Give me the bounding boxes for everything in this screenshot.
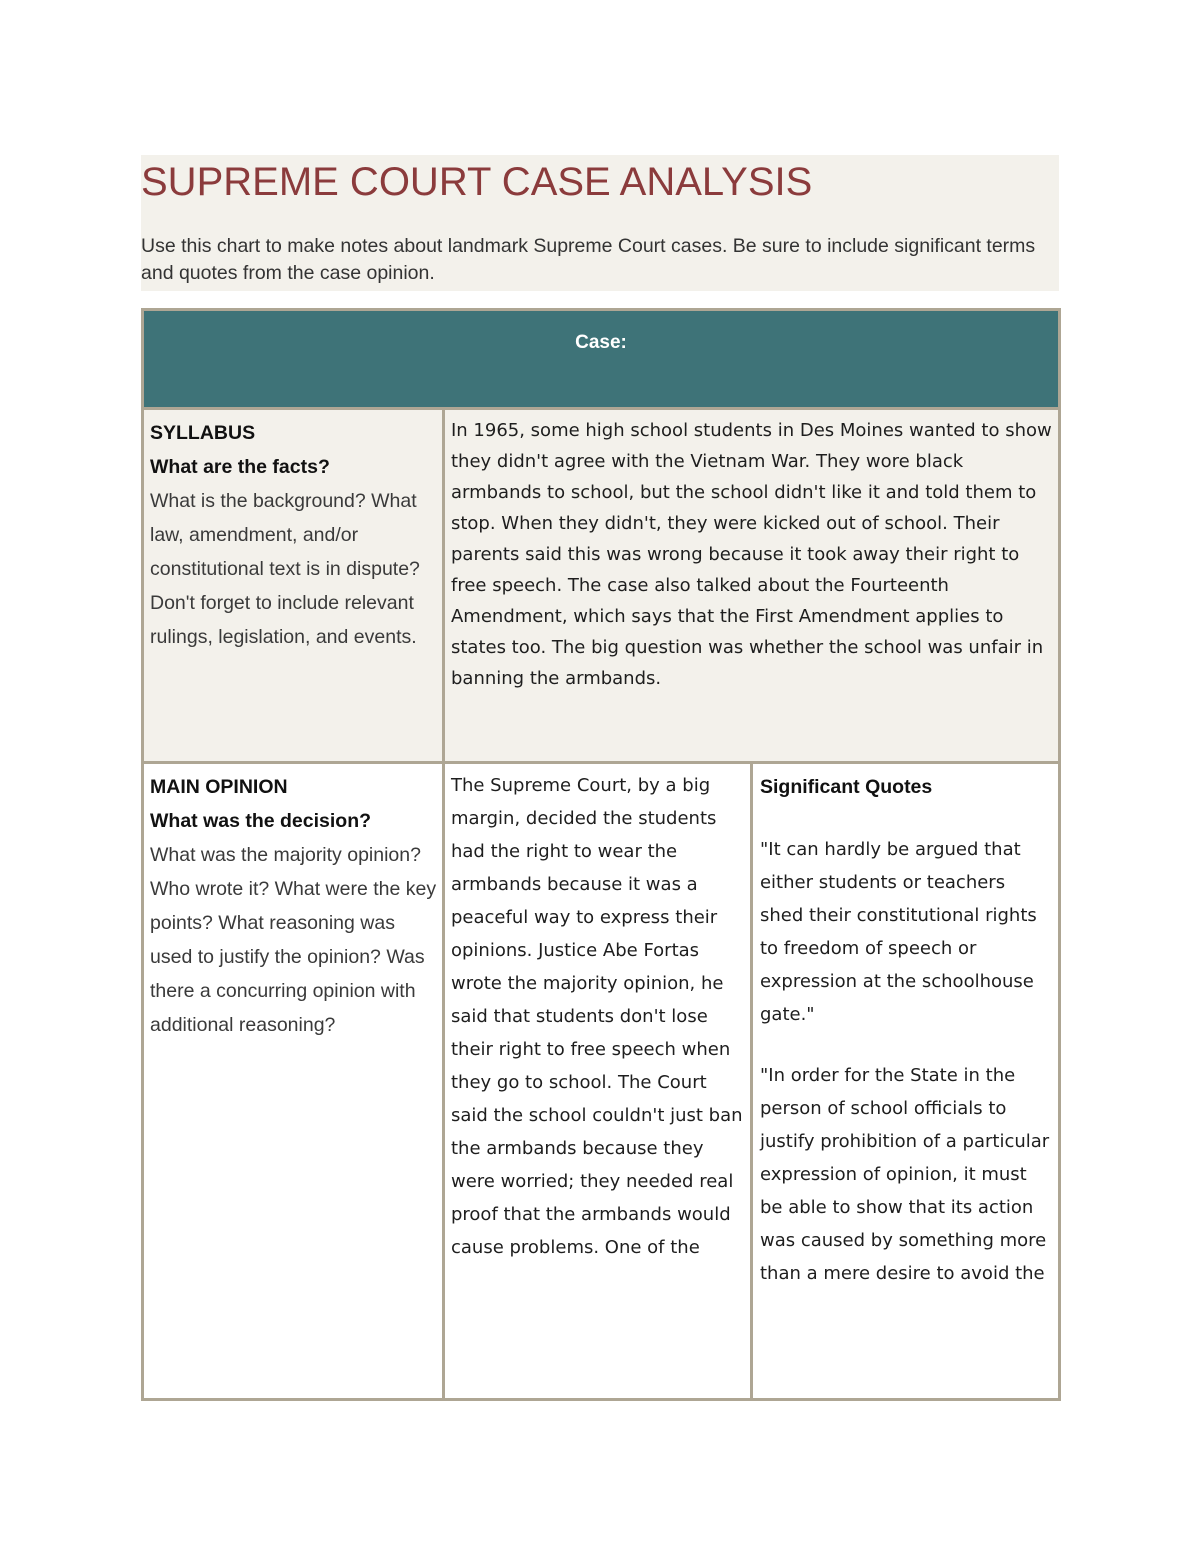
- syllabus-sub-questions: What is the background? What law, amendment, and/or constitutional text is in dispute? Don't forget to include relevant rulings, legislation, and events.: [150, 490, 420, 648]
- syllabus-main-question: What are the facts?: [150, 456, 330, 478]
- decision-answer-text: The Supreme Court, by a big margin, decided the students had the right to wear the armbands because it was a peaceful way to express their opinions. Justice Abe Fortas wrote the majority opinion, he said that students don't lose their right to free speech when they go to school. The Court said the school couldn't just ban the armbands because they were worried; they needed real proof that the armbands would cause problems. One of the: [450, 775, 743, 1258]
- syllabus-prompt-cell: [143, 409, 444, 763]
- opinion-prompt-cell: [143, 763, 444, 1400]
- syllabus-row: [143, 409, 1060, 763]
- quote-2: "In order for the State in the person of school officials to justify prohibition of a particular expression of opinion, it must be able to show that its action was caused by something more than a mere desire to avoid the: [759, 1065, 1050, 1284]
- intro-text: Use this chart to make notes about landmark Supreme Court cases. Be sure to include significant terms and quotes from the case opinion.: [141, 235, 1036, 284]
- header-box: [141, 155, 1059, 291]
- quotes-heading: Significant Quotes: [759, 776, 933, 798]
- case-analysis-table: [141, 308, 1061, 1401]
- case-label: Case:: [575, 332, 627, 353]
- opinion-sub-questions: What was the majority opinion? Who wrote it? What were the key points? What reasoning was used to justify the opinion? Was there a concurring opinion with additional reasoning?: [150, 844, 437, 1036]
- quotes-cell[interactable]: [751, 763, 1059, 1400]
- quote-1: "It can hardly be argued that either students or teachers shed their constitutional rights to freedom of speech or expression at the schoolhouse gate.": [759, 839, 1037, 1025]
- main-opinion-heading: MAIN OPINION: [150, 776, 288, 798]
- case-row: [143, 310, 1060, 409]
- facts-answer-text: In 1965, some high school students in Des Moines wanted to show they didn't agree with the Vietnam War. They wore black armbands to school, but the school didn't like it and told them to stop. When they didn't, they were kicked out of school. Their parents said this was wrong because it took away their right to free speech. The case also talked about the Fourteenth Amendment, which says that the First Amendment applies to states too. The big question was whether the school was unfair in banning the armbands.: [450, 420, 1052, 689]
- syllabus-heading: SYLLABUS: [150, 422, 256, 444]
- syllabus-answer-cell[interactable]: [443, 409, 1059, 763]
- page-title: SUPREME COURT CASE ANALYSIS: [141, 160, 813, 204]
- decision-answer-cell[interactable]: [443, 763, 751, 1400]
- case-header-cell[interactable]: [143, 310, 1060, 409]
- opinion-main-question: What was the decision?: [150, 810, 372, 832]
- main-opinion-row: [143, 763, 1060, 1400]
